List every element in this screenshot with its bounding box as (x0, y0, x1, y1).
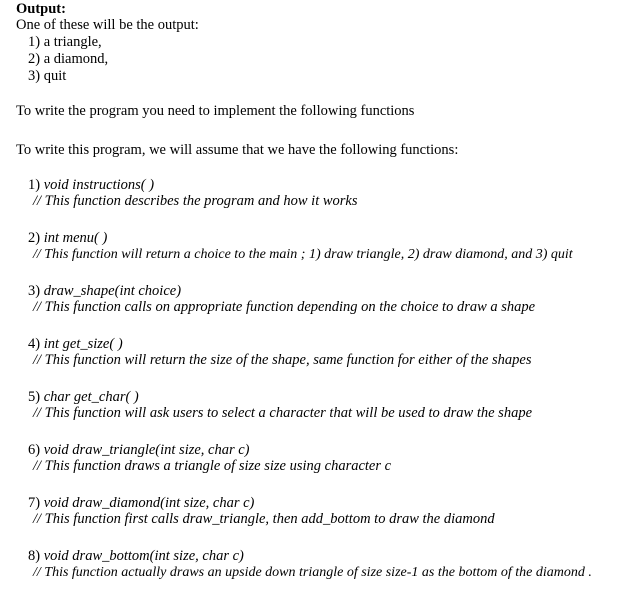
output-option-1: 1) a triangle, (28, 34, 102, 50)
function-signature: void instructions( ) (43, 177, 155, 193)
output-option-2: 2) a diamond, (28, 51, 109, 67)
function-number: 2) (28, 230, 41, 246)
output-intro: One of these will be the output: (16, 17, 199, 33)
function-item-8 (28, 548, 244, 565)
function-signature: char get_char( ) (43, 389, 139, 405)
function-comment-8: // This function actually draws an upside down triangle of size size-1 as the bottom of the diamond . (33, 565, 592, 580)
function-comment-4: // This function will return the size of the shape, same function for either of the shapes (33, 352, 532, 368)
function-number: 8) (28, 548, 41, 564)
function-item-3 (28, 283, 181, 300)
function-signature: void draw_triangle(int size, char c) (43, 442, 250, 458)
function-signature: int get_size( ) (43, 336, 123, 352)
paragraph-implement: To write the program you need to implement the following functions (16, 103, 415, 119)
function-comment-5: // This function will ask users to select a character that will be used to draw the shape (33, 405, 533, 421)
function-number: 7) (28, 495, 41, 511)
output-heading: Output: (16, 1, 66, 17)
function-comment-2: // This function will return a choice to the main ; 1) draw triangle, 2) draw diamond, and 3) quit (33, 247, 573, 262)
function-comment-6: // This function draws a triangle of size size using character c (33, 458, 392, 474)
function-item-2 (28, 230, 107, 247)
function-comment-7: // This function first calls draw_triangle, then add_bottom to draw the diamond (33, 511, 495, 527)
function-comment-3: // This function calls on appropriate function depending on the choice to draw a shape (33, 299, 536, 315)
function-number: 4) (28, 336, 41, 352)
function-number: 1) (28, 177, 41, 193)
function-item-7 (28, 495, 254, 512)
function-comment-1: // This function describes the program and how it works (33, 193, 358, 209)
function-signature: int menu( ) (43, 230, 108, 246)
function-item-6 (28, 442, 250, 459)
function-number: 3) (28, 283, 41, 299)
function-item-4 (28, 336, 123, 353)
function-signature: void draw_bottom(int size, char c) (43, 548, 244, 564)
function-signature: void draw_diamond(int size, char c) (43, 495, 255, 511)
output-option-3: 3) quit (28, 68, 67, 84)
function-number: 6) (28, 442, 41, 458)
function-signature: draw_shape(int choice) (43, 283, 182, 299)
function-item-5 (28, 389, 139, 406)
function-number: 5) (28, 389, 41, 405)
function-item-1 (28, 177, 154, 194)
paragraph-assume: To write this program, we will assume that we have the following functions: (16, 142, 459, 158)
